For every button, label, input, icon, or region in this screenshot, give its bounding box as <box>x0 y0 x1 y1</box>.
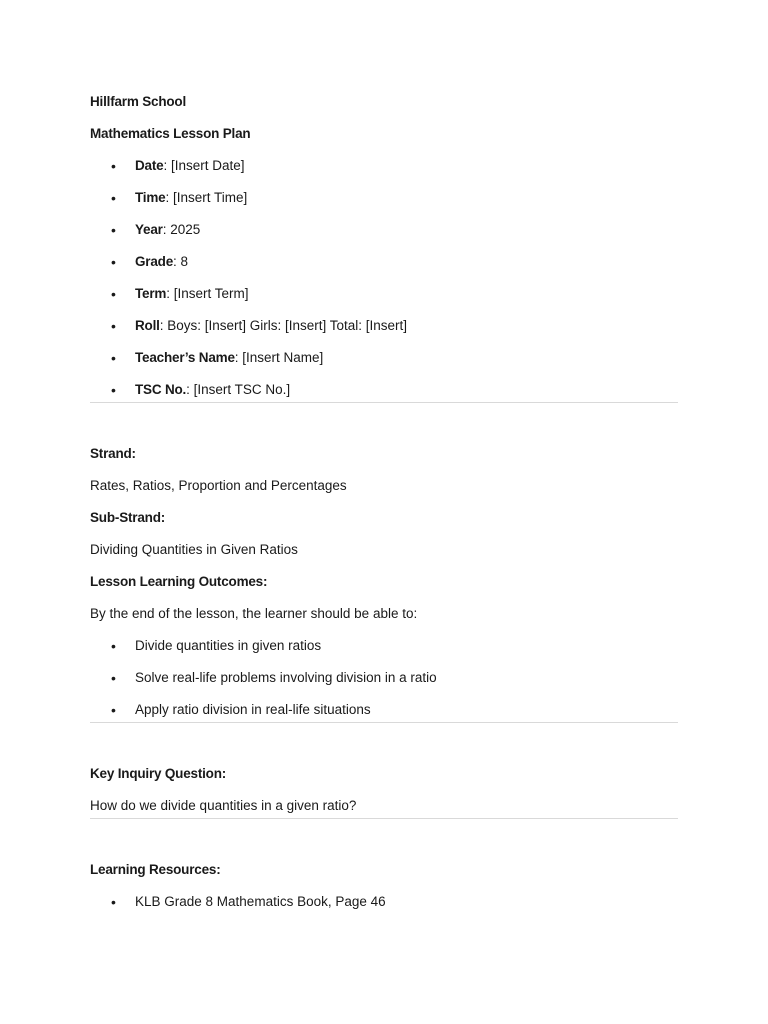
detail-label: Time <box>135 190 166 205</box>
inquiry-text: How do we divide quantities in a given ratio? <box>90 798 357 813</box>
detail-item-year <box>90 218 678 250</box>
detail-value: : Boys: [Insert] Girls: [Insert] Total: [Insert] <box>159 318 408 333</box>
outcomes-heading: Lesson Learning Outcomes: <box>90 574 268 589</box>
section-divider <box>90 818 678 858</box>
outcomes-intro: By the end of the lesson, the learner should be able to: <box>90 606 418 621</box>
inquiry-heading: Key Inquiry Question: <box>90 766 227 781</box>
detail-item-term <box>90 282 678 314</box>
detail-item-teacher-name <box>90 346 678 378</box>
list-item: • Divide quantities in given ratios <box>90 634 678 666</box>
detail-item-time <box>90 186 678 218</box>
strand-heading: Strand: <box>90 446 136 461</box>
details-list <box>90 154 678 410</box>
detail-value: : [Insert Time] <box>165 190 248 205</box>
detail-label: Teacher’s Name <box>135 350 235 365</box>
detail-value: : [Insert Name] <box>234 350 324 365</box>
detail-value: : 8 <box>173 254 189 269</box>
lesson-plan-document <box>90 90 678 922</box>
outcomes-list <box>90 634 678 730</box>
detail-item-date <box>90 154 678 186</box>
detail-item-tsc-no <box>90 378 678 410</box>
detail-label: Date <box>135 158 164 173</box>
detail-value: : [Insert TSC No.] <box>186 382 291 397</box>
detail-label: Term <box>135 286 167 301</box>
resources-list <box>90 890 678 922</box>
detail-label: TSC No. <box>135 382 187 397</box>
list-item: • Solve real-life problems involving division in a ratio <box>90 666 678 698</box>
sub-strand-heading: Sub-Strand: <box>90 510 166 525</box>
detail-item-grade <box>90 250 678 282</box>
detail-value: : [Insert Date] <box>163 158 245 173</box>
plan-title: Mathematics Lesson Plan <box>90 126 251 141</box>
detail-label: Year <box>135 222 163 237</box>
strand-text: Rates, Ratios, Proportion and Percentages <box>90 478 347 493</box>
list-item: • KLB Grade 8 Mathematics Book, Page 46 <box>90 890 678 922</box>
list-item: • Apply ratio division in real-life situations <box>90 698 678 730</box>
detail-value: : 2025 <box>162 222 201 237</box>
school-name: Hillfarm School <box>90 94 187 109</box>
detail-item-roll <box>90 314 678 346</box>
sub-strand-text: Dividing Quantities in Given Ratios <box>90 542 298 557</box>
detail-value: : [Insert Term] <box>166 286 249 301</box>
detail-label: Grade <box>135 254 174 269</box>
resources-heading: Learning Resources: <box>90 862 221 877</box>
detail-label: Roll <box>135 318 160 333</box>
